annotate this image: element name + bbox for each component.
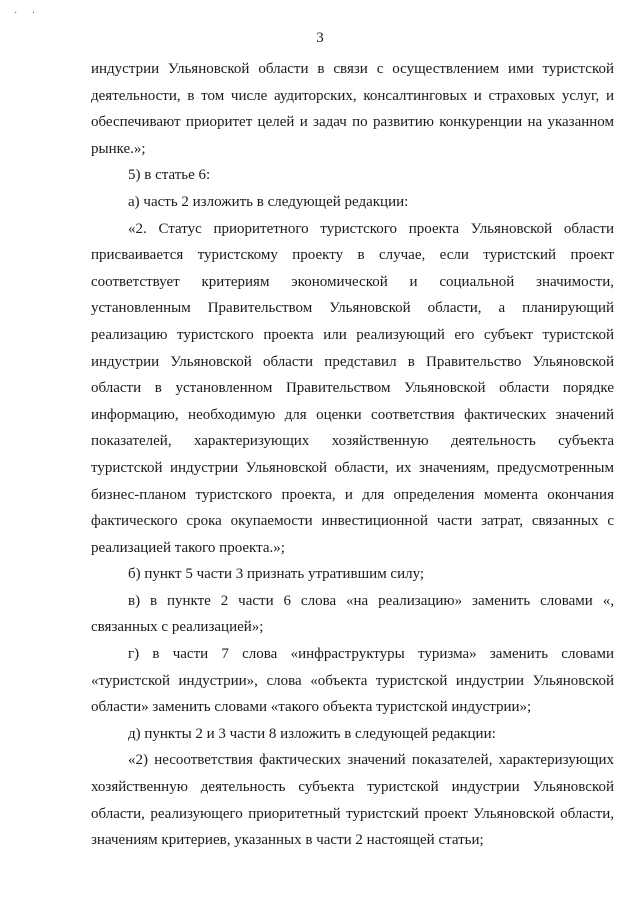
page-number: 3 — [316, 30, 324, 46]
paragraph-item-g: г) в части 7 слова «инфраструктуры туризма» заменить словами «туристской индустрии», слова «объекта туристской индустрии Ульяновской области» заменить словами «такого объекта туристской индустрии»; — [91, 646, 614, 716]
paragraph-quote-2-point: «2) несоответствия фактических значений показателей, характеризующих хозяйственную деятельность субъекта туристской индустрии Ульяновской области, реализующего приоритетный туристский проект Ульяновской области, значениям критериев, указанных в части 2 настоящей статьи; — [91, 752, 614, 849]
paragraph-quote-2: «2. Статус приоритетного туристского проекта Ульяновской области присваивается туристскому проекту в случае, если туристский проект соответствует критериям экономической и социальной значимости, установленным Правительством Ульяновской области, а планирующий реализацию туристского проекта или реализующий его субъект туристской индустрии Ульяновской области представил в Правительство Ульяновской области в установленном Правительством Ульяновской области порядке информацию, необходимую для оценки соответствия фактических значений показателей, характеризующих хозяйственную деятельность субъекта туристской индустрии Ульяновской области, их значениям, предусмотренным бизнес-планом туристского проекта, и для определения момента окончания фактического срока окупаемости инвестиционной части затрат, связанных с реализацией такого проекта.»; — [91, 220, 614, 556]
paragraph-item-b: б) пункт 5 части 3 признать утратившим силу; — [128, 566, 425, 583]
document-body — [91, 56, 614, 854]
paragraph-item-v: в) в пункте 2 части 6 слова «на реализацию» заменить словами «, связанных с реализацией»; — [91, 592, 614, 636]
corner-mark: · · — [14, 8, 42, 19]
paragraph-item-a: а) часть 2 изложить в следующей редакции: — [128, 193, 409, 210]
paragraph-item-5: 5) в статье 6: — [128, 167, 211, 184]
paragraph-continuation: индустрии Ульяновской области в связи с осуществлением ими туристской деятельности, в том числе аудиторских, консалтинговых и страховых услуг, и обеспечивают приоритет целей и задач по развитию конкуренции на указанном рынке.»; — [91, 61, 614, 157]
paragraph-item-d: д) пункты 2 и 3 части 8 изложить в следующей редакции: — [128, 725, 496, 742]
